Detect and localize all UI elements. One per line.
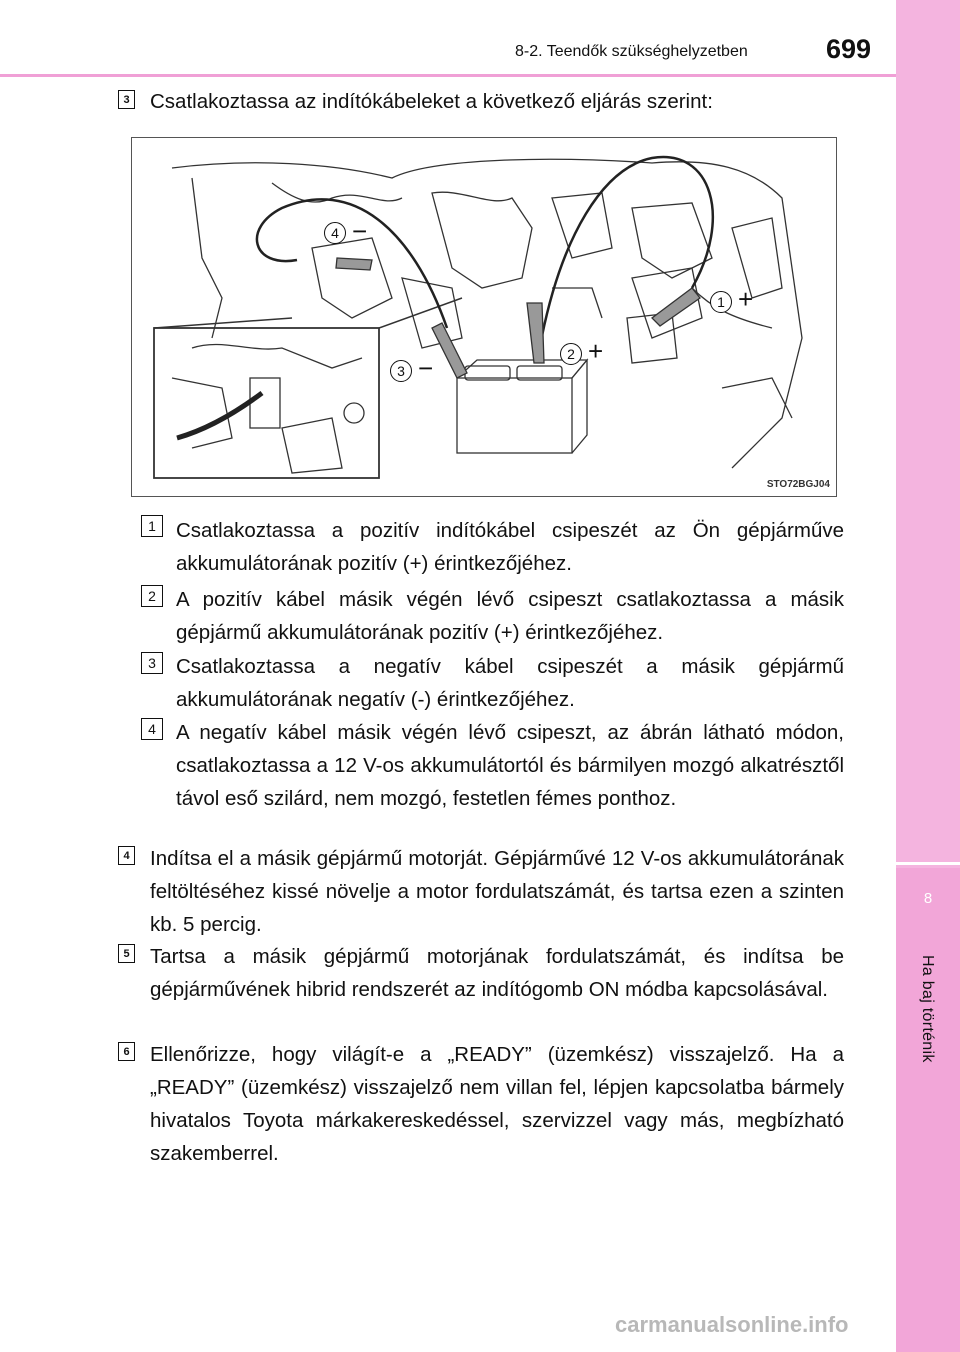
callout-1: 1 (710, 291, 732, 313)
chapter-title: Ha baj történik (919, 955, 936, 1063)
figure-code: STO72BGJ04 (766, 479, 830, 490)
substep-1-text: Csatlakoztassa a pozitív indítókábel csipeszét az Ön gépjárműve akkumulátorának pozitív (+) érintkezőjéhez. (176, 519, 844, 575)
watermark: carmanualsonline.info (615, 1312, 849, 1337)
step-4-text: Indítsa el a másik gépjármű motorját. Gépjárművé 12 V-os akkumulátorának feltöltéséhez kissé növelje a motor fordulatszámát, és tartsa ezen a szinten kb. 5 percig. (150, 847, 844, 936)
section-title: 8-2. Teendők szükséghelyzetben (515, 43, 748, 60)
callout-4: 4 (324, 222, 346, 244)
callout-1-sign: + (738, 284, 754, 314)
step-number-box: 4 (118, 846, 135, 865)
callout-4-sign: − (352, 216, 368, 246)
step-number-box: 6 (118, 1042, 135, 1061)
callout-3-sign: − (418, 353, 434, 383)
substep-3-text: Csatlakoztassa a negatív kábel csipeszét a másik gépjármű akkumulátorának negatív (-) érintkezőjéhez. (176, 655, 844, 711)
header-rule (0, 74, 896, 77)
step-number-box: 5 (118, 944, 135, 963)
callout-2: 2 (560, 343, 582, 365)
step-number-box: 3 (118, 90, 135, 109)
step-6-text: Ellenőrizze, hogy világít-e a „READY” (üzemkész) visszajelző. Ha a „READY” (üzemkész) visszajelző nem villan fel, lépjen kapcsolatba bármely hivatalos Toyota márkakereskedéssel, szervizzel vagy más, megbízható szakemberrel. (150, 1043, 844, 1165)
sidebar-divider (896, 862, 960, 865)
substep-2-text: A pozitív kábel másik végén lévő csipeszt csatlakoztassa a másik gépjármű akkumulátorának pozitív (+) érintkezőjéhez. (176, 588, 844, 644)
step-5-text: Tartsa a másik gépjármű motorjának fordulatszámát, és indítsa be gépjárművének hibrid rendszerét az indítógomb ON módba kapcsolásával. (150, 945, 844, 1001)
substep-number-2: 2 (141, 585, 163, 607)
engine-bay-drawing (132, 138, 835, 495)
step-3-text: Csatlakoztassa az indítókábeleket a következő eljárás szerint: (150, 90, 713, 113)
substep-number-4: 4 (141, 718, 163, 740)
substep-4-text: A negatív kábel másik végén lévő csipeszt, az ábrán látható módon, csatlakoztassa a 12 V-os akkumulátortól és bármilyen mozgó alkatrésztől távol eső szilárd, nem mozgó, festetlen fémes ponthoz. (176, 721, 844, 810)
chapter-number: 8 (923, 890, 933, 907)
substep-number-1: 1 (141, 515, 163, 537)
callout-3: 3 (390, 360, 412, 382)
callout-2-sign: + (588, 336, 604, 366)
chapter-sidebar (896, 0, 960, 1352)
sidebar-top-band (896, 0, 960, 868)
jump-start-illustration (131, 137, 837, 497)
page-number: 699 (826, 34, 872, 64)
substep-number-3: 3 (141, 652, 163, 674)
